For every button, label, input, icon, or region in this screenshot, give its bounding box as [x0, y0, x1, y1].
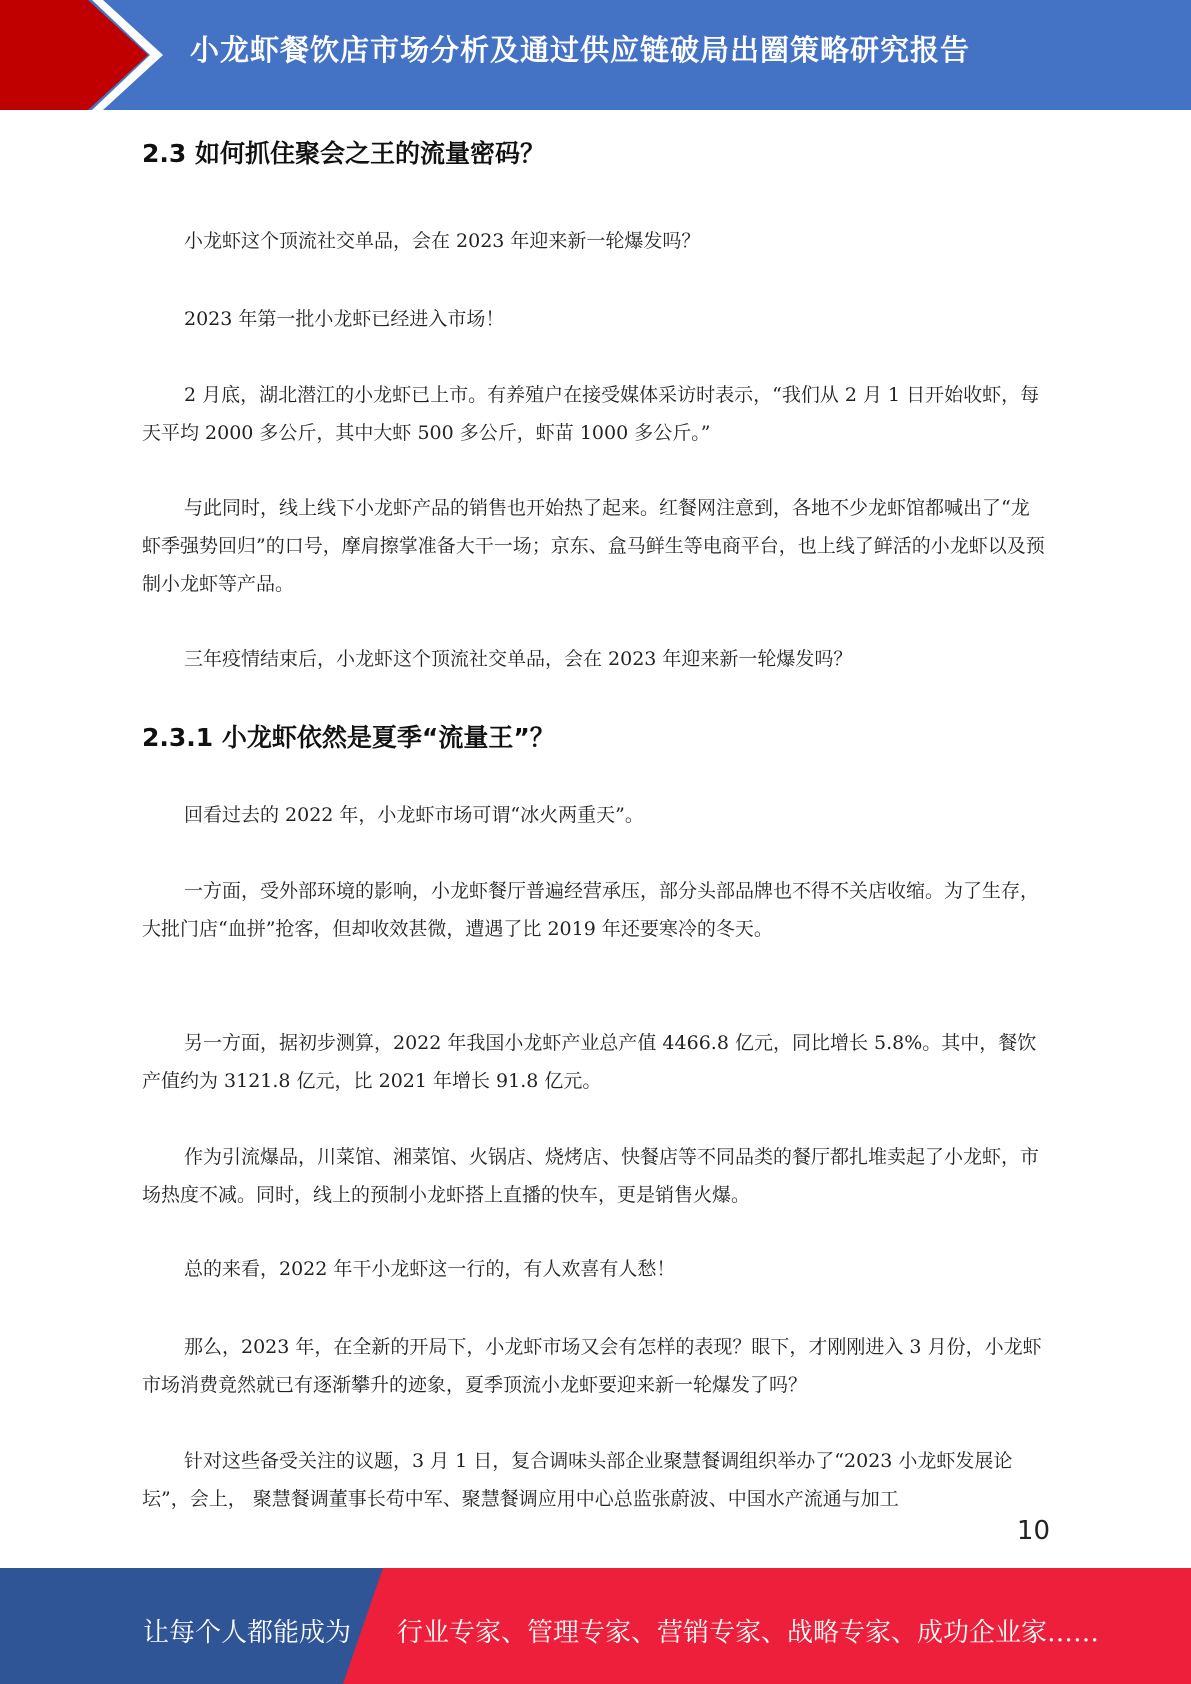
- header-title: 小龙虾餐饮店市场分析及通过供应链破局出圈策略研究报告: [190, 33, 971, 67]
- paragraph: 2 月底，湖北潜江的小龙虾已上市。有养殖户在接受媒体采访时表示，“我们从 2 月 1 日开始收虾，每天平均 2000 多公斤，其中大虾 500 多公斤，虾苗 1000 多公斤。”: [142, 384, 1040, 444]
- paragraph: 那么，2023 年，在全新的开局下，小龙虾市场又会有怎样的表现？眼下，才刚刚进入 3 月份，小龙虾市场消费竟然就已有逐渐攀升的迹象，夏季顶流小龙虾要迎来新一轮爆发了吗？: [142, 1336, 1042, 1396]
- paragraph: 与此同时，线上线下小龙虾产品的销售也开始热了起来。红餐网注意到，各地不少龙虾馆都喊出了“龙虾季强势回归”的口号，摩肩擦掌准备大干一场；京东、盒马鲜生等电商平台，也上线了鲜活的小龙虾以及预制小龙虾等产品。: [142, 497, 1045, 595]
- section-heading-2-3: 2.3 如何抓住聚会之王的流量密码？: [142, 139, 545, 168]
- section-heading-2-3-1: 2.3.1 小龙虾依然是夏季“流量王”？: [142, 723, 555, 752]
- footer-slogan-right: 行业专家、管理专家、营销专家、战略专家、成功企业家……: [397, 1618, 1100, 1648]
- footer-slogan-left: 让每个人都能成为: [143, 1618, 352, 1648]
- paragraph: 小龙虾这个顶流社交单品，会在 2023 年迎来新一轮爆发吗？: [184, 230, 701, 252]
- page-header: [0, 0, 1191, 110]
- paragraph: 另一方面，据初步测算，2022 年我国小龙虾产业总产值 4466.8 亿元，同比增长 5.8%。其中，餐饮产值约为 3121.8 亿元，比 2021 年增长 91.8 亿元。: [142, 1032, 1037, 1092]
- paragraph: 针对这些备受关注的议题，3 月 1 日，复合调味头部企业聚慧餐调组织举办了“2023 小龙虾发展论坛”，会上， 聚慧餐调董事长苟中军、聚慧餐调应用中心总监张蔚波、中国水产流通与加工: [142, 1450, 1013, 1510]
- paragraph: 三年疫情结束后，小龙虾这个顶流社交单品，会在 2023 年迎来新一轮爆发吗？: [184, 648, 853, 670]
- paragraph: 一方面，受外部环境的影响，小龙虾餐厅普遍经营承压，部分头部品牌也不得不关店收缩。为了生存，大批门店“血拼”抢客，但却收效甚微，遭遇了比 2019 年还要寒冷的冬天。: [142, 880, 1040, 940]
- page-number: 10: [1016, 1516, 1050, 1546]
- paragraph: 回看过去的 2022 年，小龙虾市场可谓“冰火两重天”。: [184, 804, 644, 826]
- header-red-chevron: [0, 0, 148, 110]
- paragraph: 2023 年第一批小龙虾已经进入市场！: [184, 308, 505, 330]
- paragraph: 总的来看，2022 年干小龙虾这一行的，有人欢喜有人愁！: [184, 1258, 676, 1280]
- paragraph: 作为引流爆品，川菜馆、湘菜馆、火锅店、烧烤店、快餐店等不同品类的餐厅都扎堆卖起了小龙虾，市场热度不减。同时，线上的预制小龙虾搭上直播的快车，更是销售火爆。: [142, 1146, 1040, 1206]
- page-footer: [0, 1568, 1191, 1684]
